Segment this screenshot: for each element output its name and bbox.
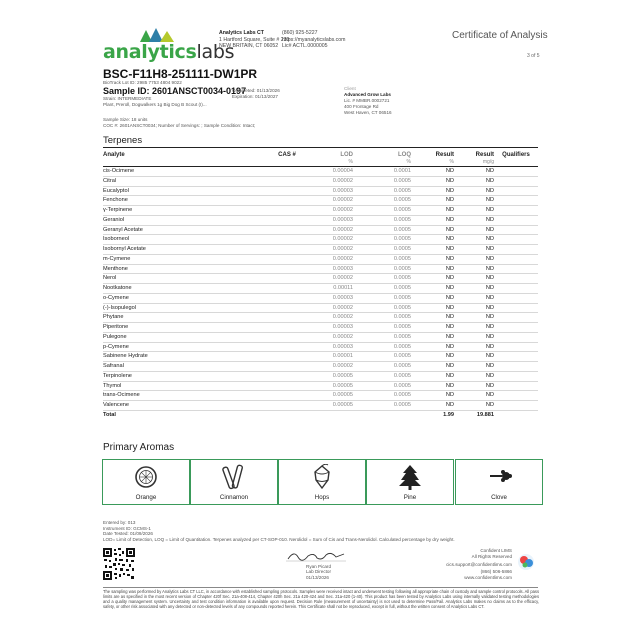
lab-address bbox=[219, 30, 289, 50]
test-meta bbox=[103, 520, 543, 542]
table-row bbox=[103, 323, 538, 333]
terpenes-units-row-cell-4: % bbox=[419, 159, 454, 167]
table-row-cell-6 bbox=[494, 323, 538, 333]
signer-title: Lab Director bbox=[306, 569, 332, 575]
table-row-cell-0: Nootkatone bbox=[103, 284, 271, 294]
table-row-cell-1 bbox=[271, 186, 303, 196]
terpenes-title: Terpenes bbox=[103, 135, 143, 146]
table-row-cell-0: Citral bbox=[103, 176, 271, 186]
table-row-cell-3: 0.0005 bbox=[361, 401, 419, 411]
terpenes-total-row-cell-1 bbox=[271, 410, 303, 419]
table-row-cell-1 bbox=[271, 401, 303, 411]
support-phone: (866) 506-5866 bbox=[480, 568, 512, 574]
aroma-card-pine bbox=[366, 459, 454, 505]
table-row-cell-6 bbox=[494, 167, 538, 177]
table-row-cell-0: Thymol bbox=[103, 381, 271, 391]
table-row bbox=[103, 274, 538, 284]
table-row-cell-4: ND bbox=[419, 352, 454, 362]
table-row-cell-5: ND bbox=[454, 196, 494, 206]
table-row-cell-6 bbox=[494, 362, 538, 372]
table-row bbox=[103, 245, 538, 255]
table-row-cell-0: o-Cymene bbox=[103, 293, 271, 303]
table-row-cell-2: 0.00002 bbox=[303, 313, 361, 323]
table-row-cell-1 bbox=[271, 371, 303, 381]
table-row-cell-3: 0.0005 bbox=[361, 332, 419, 342]
aroma-card-clove bbox=[455, 459, 543, 505]
confident-lims-title: Confident LIMS bbox=[480, 548, 512, 553]
table-row-cell-6 bbox=[494, 313, 538, 323]
terpenes-units-row-cell-6 bbox=[494, 159, 538, 167]
table-row-cell-2: 0.00002 bbox=[303, 274, 361, 284]
table-row-cell-5: ND bbox=[454, 284, 494, 294]
table-row-cell-1 bbox=[271, 225, 303, 235]
table-row-cell-0: Geraniol bbox=[103, 215, 271, 225]
table-row bbox=[103, 264, 538, 274]
confident-lims-block bbox=[420, 548, 512, 581]
cinnamon-icon bbox=[191, 464, 277, 490]
aroma-label-pine: Pine bbox=[403, 494, 417, 501]
table-row-cell-4: ND bbox=[419, 342, 454, 352]
table-row-cell-4: ND bbox=[419, 215, 454, 225]
table-row-cell-1 bbox=[271, 196, 303, 206]
table-row-cell-5: ND bbox=[454, 313, 494, 323]
table-row-cell-2: 0.00002 bbox=[303, 254, 361, 264]
table-row-cell-0: Piperitone bbox=[103, 323, 271, 333]
table-row-cell-2: 0.00002 bbox=[303, 225, 361, 235]
lims-website[interactable]: www.confidentlims.com bbox=[464, 574, 512, 580]
logo-wordmark-main: analytics bbox=[103, 41, 197, 63]
table-row bbox=[103, 186, 538, 196]
table-row-cell-4: ND bbox=[419, 323, 454, 333]
table-row-cell-1 bbox=[271, 352, 303, 362]
terpenes-header-row-cell-4: Result bbox=[435, 152, 454, 158]
table-row-cell-2: 0.00003 bbox=[303, 323, 361, 333]
table-row bbox=[103, 342, 538, 352]
table-row-cell-4: ND bbox=[419, 206, 454, 216]
table-row-cell-4: ND bbox=[419, 264, 454, 274]
table-row-cell-6 bbox=[494, 371, 538, 381]
terpenes-total-row-cell-2 bbox=[303, 410, 361, 419]
table-row-cell-4: ND bbox=[419, 167, 454, 177]
lab-phone: (860) 925-5227 bbox=[282, 30, 318, 36]
table-row-cell-2: 0.00002 bbox=[303, 235, 361, 245]
table-row-cell-5: ND bbox=[454, 264, 494, 274]
table-row-cell-6 bbox=[494, 293, 538, 303]
clove-icon bbox=[456, 464, 542, 490]
terpenes-units-row-cell-5: mg/g bbox=[454, 159, 494, 167]
table-row-cell-6 bbox=[494, 206, 538, 216]
table-row bbox=[103, 401, 538, 411]
sample-product: Plant, Preroll, Dogwalkers 1g Big Dog B Scout (I)... bbox=[103, 102, 207, 107]
table-row-cell-3: 0.0005 bbox=[361, 284, 419, 294]
table-row-cell-2: 0.00004 bbox=[303, 167, 361, 177]
table-row-cell-2: 0.00002 bbox=[303, 303, 361, 313]
table-row-cell-4: ND bbox=[419, 362, 454, 372]
table-row-cell-4: ND bbox=[419, 391, 454, 401]
client-block bbox=[344, 86, 392, 116]
table-row-cell-0: Isobornyl Acetate bbox=[103, 245, 271, 255]
table-row-cell-1 bbox=[271, 274, 303, 284]
table-row-cell-6 bbox=[494, 225, 538, 235]
table-row-cell-4: ND bbox=[419, 245, 454, 255]
table-row-cell-3: 0.0005 bbox=[361, 274, 419, 284]
lab-address-line2: NEW BRITAIN, CT 06052 bbox=[219, 43, 279, 50]
table-row-cell-2: 0.00002 bbox=[303, 206, 361, 216]
table-row-cell-2: 0.00011 bbox=[303, 284, 361, 294]
table-row bbox=[103, 215, 538, 225]
page-number: 3 of 5 bbox=[527, 53, 540, 59]
aroma-label-hops: Hops bbox=[314, 494, 330, 501]
table-row-cell-5: ND bbox=[454, 391, 494, 401]
logo-peaks-icon bbox=[140, 28, 174, 42]
table-row-cell-4: ND bbox=[419, 332, 454, 342]
table-row-cell-4: ND bbox=[419, 371, 454, 381]
table-row bbox=[103, 196, 538, 206]
table-row-cell-5: ND bbox=[454, 381, 494, 391]
signature bbox=[286, 549, 346, 563]
table-row-cell-2: 0.00002 bbox=[303, 196, 361, 206]
table-row-cell-1 bbox=[271, 254, 303, 264]
signer-block bbox=[306, 564, 331, 580]
table-row bbox=[103, 293, 538, 303]
table-row-cell-1 bbox=[271, 176, 303, 186]
table-row-cell-1 bbox=[271, 245, 303, 255]
table-row-cell-6 bbox=[494, 342, 538, 352]
table-row-cell-1 bbox=[271, 293, 303, 303]
table-row-cell-0: Sabinene Hydrate bbox=[103, 352, 271, 362]
table-row-cell-5: ND bbox=[454, 293, 494, 303]
lod-note: LOD= Limit of Detection, LOQ = Limit of Quantitation. Terpenes analyzed per CT-SOP-010. Nerolidol = Sum of Cis and Trans-Nerolidol. Calculated percentage by dry weight. bbox=[103, 536, 455, 542]
client-label: Client bbox=[344, 86, 356, 91]
lab-name: Analytics Labs CT bbox=[219, 30, 264, 36]
table-row-cell-2: 0.00002 bbox=[303, 362, 361, 372]
table-row bbox=[103, 362, 538, 372]
lab-website[interactable]: https://myanalyticslabs.com bbox=[282, 36, 346, 43]
table-row-cell-1 bbox=[271, 381, 303, 391]
table-row-cell-2: 0.00003 bbox=[303, 186, 361, 196]
table-row-cell-2: 0.00003 bbox=[303, 293, 361, 303]
aroma-label-cinnamon: Cinnamon bbox=[219, 494, 249, 501]
disclaimer: The sampling was performed by Analytics Labs CT LLC, in accordance with established sampling protocols. Samples were received intact and underwent testing following all appropriate chain of custody and sample control protocols. All pass limits are as specified in the most recent version of Chapter 420f Sec. 21a-408-414, Chapter 420h Sec. 21a 420-424 and Sec. 21a-420 (1-40). This product has been tested by Analytics Labs using internally validated testing methodologies and a quality management system. Uncertainty and test condition information is available upon request. Decision Rule (measurement of uncertainty) is not used to determine Pass/Fail. Analytics Labs makes no claims as to the efficacy, safety, or other risk associated with any detected or non-detected levels of any compounds reported herein. This Certificate shall not be reproduced, except in full, without the written consent of Analytics Labs CT. bbox=[103, 589, 539, 609]
orange-icon bbox=[103, 464, 189, 490]
table-row-cell-4: ND bbox=[419, 313, 454, 323]
table-row-cell-0: Terpinolene bbox=[103, 371, 271, 381]
terpenes-total-row-cell-5: 19.881 bbox=[454, 410, 494, 419]
table-row-cell-2: 0.00003 bbox=[303, 342, 361, 352]
table-row-cell-4: ND bbox=[419, 235, 454, 245]
aromas-title: Primary Aromas bbox=[103, 442, 175, 453]
table-row-cell-3: 0.0005 bbox=[361, 381, 419, 391]
terpenes-header-row-cell-2: LOD bbox=[340, 152, 353, 158]
table-row-cell-1 bbox=[271, 206, 303, 216]
completed-date: Completed: 01/13/2026 bbox=[232, 88, 280, 93]
table-row bbox=[103, 381, 538, 391]
table-row-cell-1 bbox=[271, 391, 303, 401]
table-row-cell-6 bbox=[494, 264, 538, 274]
table-row-cell-6 bbox=[494, 274, 538, 284]
table-row-cell-5: ND bbox=[454, 362, 494, 372]
table-row-cell-3: 0.0005 bbox=[361, 313, 419, 323]
sample-id: Sample ID: 2601ANSCT0034-0197 bbox=[103, 86, 247, 96]
table-row-cell-2: 0.00005 bbox=[303, 381, 361, 391]
table-row-cell-2: 0.00005 bbox=[303, 391, 361, 401]
table-row-cell-5: ND bbox=[454, 303, 494, 313]
hops-icon bbox=[279, 464, 365, 490]
table-row-cell-3: 0.0005 bbox=[361, 323, 419, 333]
aroma-label-clove: Clove bbox=[491, 494, 507, 501]
confident-lims-logo-icon bbox=[515, 552, 537, 574]
qr-code[interactable] bbox=[103, 548, 135, 580]
table-row-cell-2: 0.00005 bbox=[303, 401, 361, 411]
expiration-date: Expiration: 01/13/2027 bbox=[232, 94, 278, 99]
terpenes-header-row bbox=[103, 151, 538, 159]
table-row-cell-1 bbox=[271, 323, 303, 333]
table-row bbox=[103, 167, 538, 177]
client-name: Advanced Grow Labs bbox=[344, 92, 391, 97]
table-row-cell-3: 0.0005 bbox=[361, 303, 419, 313]
client-license: Lic. # MMBR.0002721 bbox=[344, 98, 390, 103]
table-row-cell-5: ND bbox=[454, 352, 494, 362]
table-row-cell-6 bbox=[494, 235, 538, 245]
client-city: West Haven, CT 06516 bbox=[344, 110, 392, 115]
terpenes-total-row-cell-4: 1.99 bbox=[419, 410, 454, 419]
terpenes-table bbox=[103, 151, 538, 420]
table-row-cell-5: ND bbox=[454, 401, 494, 411]
table-row-cell-4: ND bbox=[419, 401, 454, 411]
table-row-cell-0: cis-Ocimene bbox=[103, 167, 271, 177]
table-row-cell-3: 0.0005 bbox=[361, 391, 419, 401]
table-row-cell-5: ND bbox=[454, 206, 494, 216]
table-row bbox=[103, 371, 538, 381]
confident-lims-rights: All Rights Reserved bbox=[471, 554, 512, 560]
table-row bbox=[103, 284, 538, 294]
lab-address-line1: 1 Hartford Square, Suite # 230 bbox=[219, 36, 290, 43]
table-row-cell-4: ND bbox=[419, 274, 454, 284]
table-row-cell-0: Phytane bbox=[103, 313, 271, 323]
terpenes-header-row-cell-6: Qualifiers bbox=[502, 152, 530, 158]
table-row-cell-6 bbox=[494, 284, 538, 294]
table-row-cell-0: Pulegone bbox=[103, 332, 271, 342]
table-row-cell-2: 0.00003 bbox=[303, 215, 361, 225]
table-row-cell-1 bbox=[271, 303, 303, 313]
terpenes-header-row-cell-1: CAS # bbox=[278, 152, 296, 158]
table-row-cell-0: γ-Terpinene bbox=[103, 206, 271, 216]
table-row-cell-5: ND bbox=[454, 167, 494, 177]
table-row-cell-0: Nerol bbox=[103, 274, 271, 284]
sample-size: Sample Size: 18 units bbox=[103, 117, 148, 122]
table-row-cell-4: ND bbox=[419, 176, 454, 186]
aroma-label-orange: Orange bbox=[135, 494, 157, 501]
table-row-cell-6 bbox=[494, 401, 538, 411]
table-row-cell-5: ND bbox=[454, 215, 494, 225]
table-row-cell-2: 0.00001 bbox=[303, 352, 361, 362]
table-row-cell-3: 0.0005 bbox=[361, 352, 419, 362]
terpenes-divider bbox=[103, 147, 538, 148]
instrument-id: Instrument ID: GCMS-1 bbox=[103, 525, 151, 531]
table-row-cell-6 bbox=[494, 186, 538, 196]
table-row bbox=[103, 352, 538, 362]
biotrack-lot: BioTrack Lot ID: 2985 7753 4804 9022 bbox=[103, 80, 182, 85]
table-row-cell-6 bbox=[494, 245, 538, 255]
table-row-cell-4: ND bbox=[419, 381, 454, 391]
table-row bbox=[103, 176, 538, 186]
table-row-cell-1 bbox=[271, 284, 303, 294]
coc-line: COC #: 2601ANSCT0034; Number of Servings: ; Sample Condition: Intact; bbox=[103, 123, 256, 128]
table-row bbox=[103, 206, 538, 216]
lab-license: Lic# ACTL.0000005 bbox=[282, 43, 328, 50]
table-row-cell-4: ND bbox=[419, 196, 454, 206]
table-row-cell-4: ND bbox=[419, 254, 454, 264]
table-row-cell-3: 0.0005 bbox=[361, 342, 419, 352]
table-row-cell-6 bbox=[494, 254, 538, 264]
batch-id: BSC-F11H8-251111-DW1PR bbox=[103, 67, 258, 81]
table-row-cell-2: 0.00003 bbox=[303, 264, 361, 274]
table-row-cell-6 bbox=[494, 352, 538, 362]
signer-date: 01/13/2026 bbox=[306, 574, 329, 580]
table-row-cell-3: 0.0005 bbox=[361, 254, 419, 264]
aroma-card-orange bbox=[102, 459, 190, 505]
table-row-cell-1 bbox=[271, 362, 303, 372]
table-row-cell-3: 0.0005 bbox=[361, 293, 419, 303]
footer-divider bbox=[103, 587, 538, 588]
table-row bbox=[103, 303, 538, 313]
table-row-cell-6 bbox=[494, 381, 538, 391]
table-row bbox=[103, 254, 538, 264]
table-row-cell-0: Fenchone bbox=[103, 196, 271, 206]
terpenes-units-row-cell-2: % bbox=[303, 159, 361, 167]
logo-wordmark-suffix: labs bbox=[196, 41, 235, 63]
table-row-cell-4: ND bbox=[419, 225, 454, 235]
table-row-cell-5: ND bbox=[454, 323, 494, 333]
table-row-cell-0: Isoborneol bbox=[103, 235, 271, 245]
table-row-cell-3: 0.0005 bbox=[361, 362, 419, 372]
table-row-cell-6 bbox=[494, 215, 538, 225]
aroma-card-cinnamon bbox=[190, 459, 278, 505]
table-row-cell-0: (-)-Isopulegol bbox=[103, 303, 271, 313]
table-row-cell-6 bbox=[494, 303, 538, 313]
table-row-cell-1 bbox=[271, 313, 303, 323]
table-row-cell-1 bbox=[271, 342, 303, 352]
table-row-cell-2: 0.00002 bbox=[303, 176, 361, 186]
table-row-cell-3: 0.0005 bbox=[361, 186, 419, 196]
table-row-cell-4: ND bbox=[419, 186, 454, 196]
terpenes-units-row bbox=[103, 159, 538, 167]
table-row-cell-6 bbox=[494, 332, 538, 342]
table-row-cell-5: ND bbox=[454, 245, 494, 255]
entered-by: Entered by: 013 bbox=[103, 520, 136, 525]
terpenes-header-row-cell-0: Analyte bbox=[103, 152, 125, 158]
table-row bbox=[103, 225, 538, 235]
table-row-cell-3: 0.0005 bbox=[361, 215, 419, 225]
table-row-cell-5: ND bbox=[454, 235, 494, 245]
table-row-cell-5: ND bbox=[454, 225, 494, 235]
table-row-cell-5: ND bbox=[454, 176, 494, 186]
terpenes-total-row-cell-6 bbox=[494, 410, 538, 419]
table-row-cell-0: Geranyl Acetate bbox=[103, 225, 271, 235]
signer-name: Ryan Picard bbox=[306, 564, 332, 569]
table-row-cell-6 bbox=[494, 391, 538, 401]
table-row-cell-1 bbox=[271, 167, 303, 177]
table-row-cell-0: p-Cymene bbox=[103, 342, 271, 352]
table-row-cell-0: Safranal bbox=[103, 362, 271, 372]
table-row-cell-0: Menthone bbox=[103, 264, 271, 274]
terpenes-total-row bbox=[103, 410, 538, 419]
table-row-cell-3: 0.0005 bbox=[361, 245, 419, 255]
table-row-cell-5: ND bbox=[454, 332, 494, 342]
table-row-cell-3: 0.0005 bbox=[361, 371, 419, 381]
table-row-cell-0: m-Cymene bbox=[103, 254, 271, 264]
terpenes-units-row-cell-3: % bbox=[361, 159, 419, 167]
terpenes-header-row-cell-5: Result bbox=[475, 152, 494, 158]
client-street: 400 Frontage Rd bbox=[344, 104, 379, 109]
table-row-cell-3: 0.0005 bbox=[361, 206, 419, 216]
aroma-card-hops bbox=[278, 459, 366, 505]
terpenes-total-row-cell-0: Total bbox=[103, 410, 271, 419]
table-row-cell-6 bbox=[494, 196, 538, 206]
terpenes-units-row-cell-0 bbox=[103, 159, 271, 167]
table-row-cell-0: Eucalyptol bbox=[103, 186, 271, 196]
table-row-cell-3: 0.0005 bbox=[361, 225, 419, 235]
table-row bbox=[103, 332, 538, 342]
table-row-cell-4: ND bbox=[419, 293, 454, 303]
document-title: Certificate of Analysis bbox=[452, 30, 548, 41]
table-row-cell-3: 0.0001 bbox=[361, 167, 419, 177]
table-row-cell-5: ND bbox=[454, 342, 494, 352]
terpenes-units-row-cell-1 bbox=[271, 159, 303, 167]
table-row-cell-2: 0.00005 bbox=[303, 371, 361, 381]
table-row-cell-5: ND bbox=[454, 254, 494, 264]
terpenes-header-row-cell-3: LOQ bbox=[398, 152, 411, 158]
table-row-cell-5: ND bbox=[454, 186, 494, 196]
table-row-cell-1 bbox=[271, 332, 303, 342]
support-email[interactable]: cics.support@confidentlims.com bbox=[446, 562, 512, 568]
table-row-cell-0: trans-Ocimene bbox=[103, 391, 271, 401]
lab-logo bbox=[103, 28, 235, 63]
table-row-cell-1 bbox=[271, 215, 303, 225]
date-tested: Date Tested: 01/09/2026 bbox=[103, 531, 153, 537]
table-row-cell-3: 0.0005 bbox=[361, 235, 419, 245]
table-row bbox=[103, 391, 538, 401]
pine-tree-icon bbox=[367, 464, 453, 490]
table-row bbox=[103, 313, 538, 323]
lab-contact bbox=[282, 30, 345, 50]
table-row-cell-2: 0.00002 bbox=[303, 245, 361, 255]
terpenes-total-row-cell-3 bbox=[361, 410, 419, 419]
table-row-cell-4: ND bbox=[419, 284, 454, 294]
table-row-cell-1 bbox=[271, 235, 303, 245]
table-row-cell-5: ND bbox=[454, 371, 494, 381]
sample-strain: Strain: INTERMEDIATE bbox=[103, 96, 152, 101]
table-row-cell-6 bbox=[494, 176, 538, 186]
table-row-cell-4: ND bbox=[419, 303, 454, 313]
table-row-cell-2: 0.00002 bbox=[303, 332, 361, 342]
table-row-cell-0: Valencene bbox=[103, 401, 271, 411]
table-row-cell-3: 0.0005 bbox=[361, 196, 419, 206]
table-row-cell-3: 0.0005 bbox=[361, 176, 419, 186]
table-row-cell-5: ND bbox=[454, 274, 494, 284]
table-row-cell-1 bbox=[271, 264, 303, 274]
table-row bbox=[103, 235, 538, 245]
table-row-cell-3: 0.0005 bbox=[361, 264, 419, 274]
